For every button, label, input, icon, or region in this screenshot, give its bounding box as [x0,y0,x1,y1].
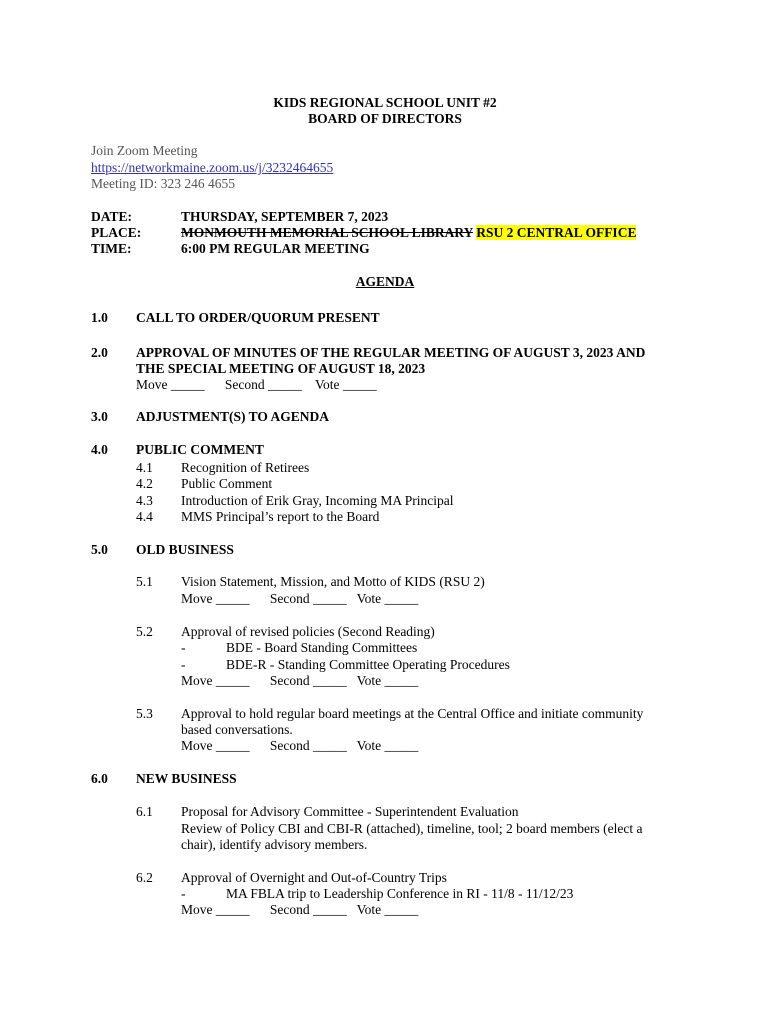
vote-line: Move _____ Second _____ Vote _____ [181,902,419,917]
item-title: ADJUSTMENT(S) TO AGENDA [136,409,330,424]
vote-line: Move _____ Second _____ Vote _____ [181,591,419,606]
item-number: 4.0 [91,442,108,457]
place-old: MONMOUTH MEMORIAL SCHOOL LIBRARY [181,225,473,240]
time-label: TIME: [91,241,132,256]
bullet-text: BDE-R - Standing Committee Operating Procedures [226,657,510,672]
sub-text: Approval of revised policies (Second Reading) [181,624,435,639]
sub-text: Vision Statement, Mission, and Motto of KIDS (RSU 2) [181,574,485,589]
item-number: 6.0 [91,771,108,786]
sub-text: MMS Principal’s report to the Board [181,509,380,524]
bullet-text: MA FBLA trip to Leadership Conference in RI - 11/8 - 11/12/23 [226,886,574,901]
item-title: CALL TO ORDER/QUORUM PRESENT [136,310,380,325]
item-number: 2.0 [91,345,108,360]
sub-text-cont: based conversations. [181,722,293,737]
item-number: 5.0 [91,542,108,557]
vote-line: Move _____ Second _____ Vote _____ [181,673,419,688]
vote-line: Move _____ Second _____ Vote _____ [136,377,377,392]
sub-text: Recognition of Retirees [181,460,310,475]
sub-number: 4.1 [136,460,153,475]
sub-number: 5.1 [136,574,153,589]
time-value: 6:00 PM REGULAR MEETING [181,241,370,256]
sub-number: 4.3 [136,493,153,508]
place-new: RSU 2 CENTRAL OFFICE [476,225,637,240]
sub-text: Proposal for Advisory Committee - Superintendent Evaluation [181,804,519,819]
item-number: 1.0 [91,310,108,325]
sub-number: 5.2 [136,624,153,639]
zoom-link[interactable]: https://networkmaine.zoom.us/j/3232464655 [91,160,334,175]
sub-text: Approval of Overnight and Out-of-Country Trips [181,870,447,885]
date-value: THURSDAY, SEPTEMBER 7, 2023 [181,209,389,224]
item-title-cont: THE SPECIAL MEETING OF AUGUST 18, 2023 [136,361,426,376]
sub-text-cont: Review of Policy CBI and CBI-R (attached), timeline, tool; 2 board members (elect a [181,821,643,836]
sub-text: Approval to hold regular board meetings at the Central Office and initiate community [181,706,644,721]
sub-text: Public Comment [181,476,273,491]
sub-number: 4.2 [136,476,153,491]
bullet-dash: - [181,640,186,655]
vote-line: Move _____ Second _____ Vote _____ [181,738,419,753]
item-title: NEW BUSINESS [136,771,237,786]
item-number: 3.0 [91,409,108,424]
sub-text: Introduction of Erik Gray, Incoming MA Principal [181,493,454,508]
date-label: DATE: [91,209,133,224]
item-title: OLD BUSINESS [136,542,234,557]
item-title: APPROVAL OF MINUTES OF THE REGULAR MEETING OF AUGUST 3, 2023 AND [136,345,646,360]
place-label: PLACE: [91,225,142,240]
board-title: BOARD OF DIRECTORS [308,111,462,126]
sub-text-cont: chair), identify advisory members. [181,837,368,852]
sub-number: 5.3 [136,706,153,721]
bullet-text: BDE - Board Standing Committees [226,640,418,655]
sub-number: 4.4 [136,509,153,524]
sub-number: 6.1 [136,804,153,819]
bullet-dash: - [181,886,186,901]
place-value [181,225,636,241]
bullet-dash: - [181,657,186,672]
agenda-title: AGENDA [355,274,415,289]
zoom-meeting-id: Meeting ID: 323 246 4655 [91,176,235,191]
sub-number: 6.2 [136,870,153,885]
item-title: PUBLIC COMMENT [136,442,264,457]
org-title: KIDS REGIONAL SCHOOL UNIT #2 [273,95,497,110]
zoom-join-text: Join Zoom Meeting [91,143,198,158]
